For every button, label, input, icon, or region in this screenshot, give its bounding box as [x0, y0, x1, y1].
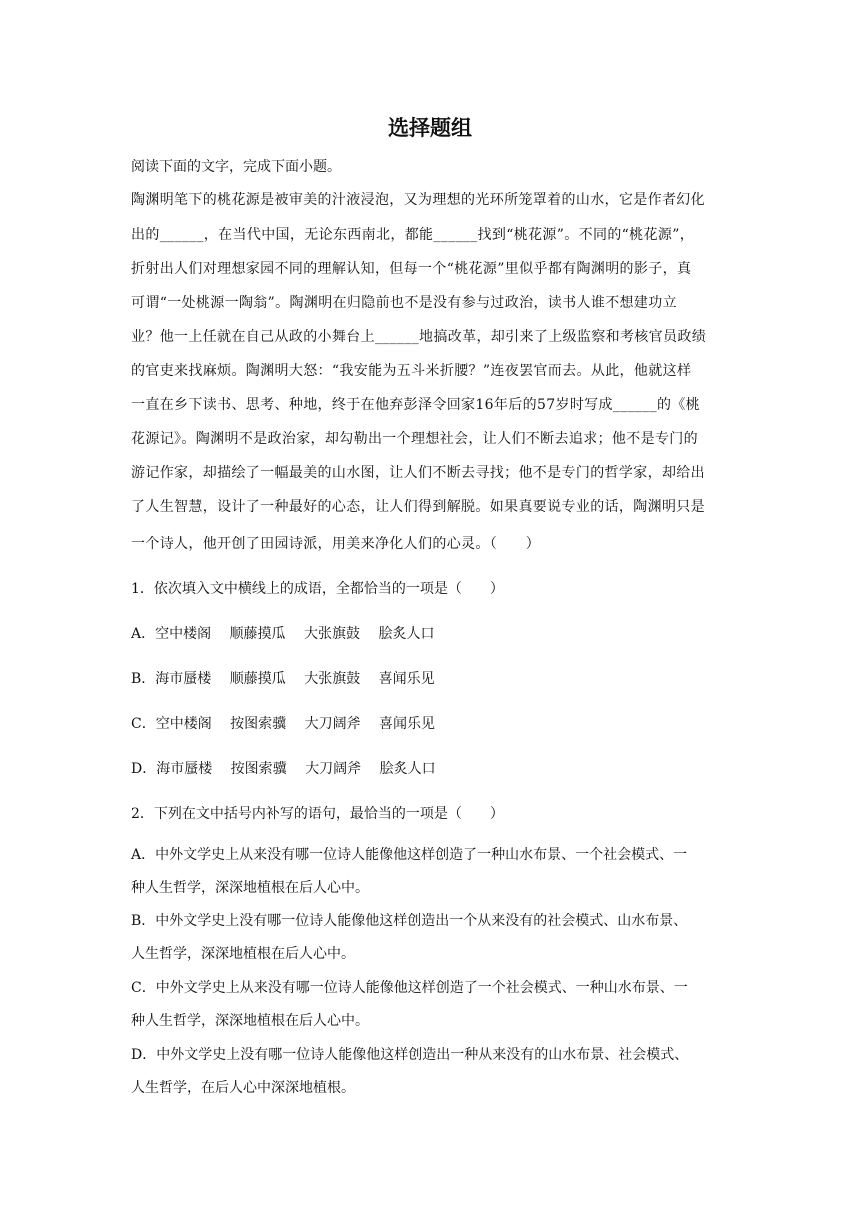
instruction-text: 阅读下面的文字，完成下面小题。 — [131, 159, 341, 175]
passage-line: 一个诗人，他开创了田园诗派，用美来净化人们的心灵。（ ） — [131, 536, 541, 552]
passage-line: 的官吏来找麻烦。陶渊明大怒：“我安能为五斗米折腰？”连夜罢官而去。从此，他就这样 — [131, 363, 692, 379]
option-b-line-2: 人生哲学，深深地植根在后人心中。 — [131, 946, 355, 962]
passage-line: 出的______，在当代中国，无论东西南北，都能______找到“桃花源”。不同的“桃花源”， — [131, 227, 695, 243]
option-a-line-1: A．中外文学史上从来没有哪一位诗人能像他这样创造了一种山水布景、一个社会模式、一 — [131, 847, 688, 863]
option-a-line-2: 种人生哲学，深深地植根在后人心中。 — [131, 880, 369, 896]
option-c: C．空中楼阁 按图索骥 大刀阔斧 喜闻乐见 — [131, 716, 436, 732]
question-stem: 1．依次填入文中横线上的成语，全都恰当的一项是（ ） — [131, 581, 504, 597]
question-stem: 2．下列在文中括号内补写的语句，最恰当的一项是（ ） — [131, 806, 504, 822]
option-d: D．海市蜃楼 按图索骥 大刀阔斧 脍炙人口 — [131, 761, 436, 777]
passage-line: 折射出人们对理想家园不同的理解认知，但每一个“桃花源”里似乎都有陶渊明的影子，真 — [131, 261, 692, 277]
option-d-line-2: 人生哲学，在后人心中深深地植根。 — [131, 1080, 355, 1096]
passage-line: 陶渊明笔下的桃花源是被审美的汁液浸泡，又为理想的光环所笼罩着的山水，它是作者幻化 — [131, 192, 705, 208]
option-a: A．空中楼阁 顺藤摸瓜 大张旗鼓 脍炙人口 — [131, 626, 435, 642]
option-b-line-1: B．中外文学史上没有哪一位诗人能像他这样创造出一个从来没有的社会模式、山水布景、 — [131, 913, 688, 929]
passage-line: 可谓“一处桃源一陶翁”。陶渊明在归隐前也不是没有参与过政治，读书人谁不想建功立 — [131, 295, 677, 311]
passage-line: 一直在乡下读书、思考、种地，终于在他弃彭泽令回家16年后的57岁时写成______的《桃 — [131, 397, 701, 413]
option-b: B．海市蜃楼 顺藤摸瓜 大张旗鼓 喜闻乐见 — [131, 671, 435, 687]
passage-line: 花源记》。陶渊明不是政治家，却勾勒出一个理想社会，让人们不断去追求；他不是专门的 — [131, 431, 698, 447]
passage-line: 业？他一上任就在自己从政的小舞台上______地搞改革，却引来了上级监察和考核官员政绩 — [131, 329, 707, 345]
passage-line: 了人生智慧，设计了一种最好的心态，让人们得到解脱。如果真要说专业的话，陶渊明只是 — [131, 499, 705, 515]
option-c-line-1: C．中外文学史上从来没有哪一位诗人能像他这样创造了一个社会模式、一种山水布景、一 — [131, 980, 688, 996]
option-d-line-1: D．中外文学史上没有哪一位诗人能像他这样创造出一种从来没有的山水布景、社会模式、 — [131, 1047, 689, 1063]
option-c-line-2: 种人生哲学，深深地植根在后人心中。 — [131, 1013, 369, 1029]
passage-line: 游记作家，却描绘了一幅最美的山水图，让人们不断去寻找；他不是专门的哲学家，却给出 — [131, 465, 705, 481]
page-title: 选择题组 — [388, 116, 472, 140]
